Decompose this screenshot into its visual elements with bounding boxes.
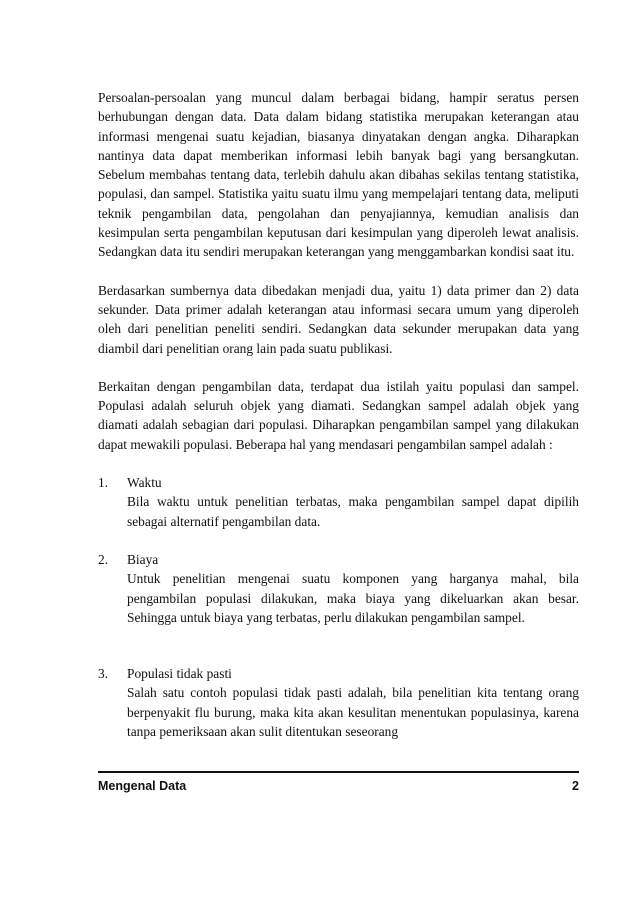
list-item-number: 1.: [98, 475, 109, 491]
page-content: [98, 88, 579, 760]
sampling-reasons-list: [98, 473, 579, 741]
paragraph-population-sample: Berkaitan dengan pengambilan data, terdapat dua istilah yaitu populasi dan sampel. Populasi adalah seluruh objek yang diamati. Sedangkan sampel adalah objek yang diamati adalah sebagian dari populasi. Diharapkan pengambilan sampel yang dilakukan dapat mewakili populasi. Beberapa hal yang mendasari pengambilan sampel adalah :: [98, 378, 579, 452]
paragraph-intro: Persoalan-persoalan yang muncul dalam berbagai bidang, hampir seratus persen berhubungan dengan data. Data dalam bidang statistika merupakan keterangan atau informasi mengenai suatu kejadian, biasanya dinyatakan dengan angka. Diharapkan nantinya data dapat memberikan informasi lebih banyak bagi yang bersangkutan. Sebelum membahas tentang data, terlebih dahulu akan dibahas sekilas tentang statistika, populasi, dan sampel. Statistika yaitu suatu ilmu yang mempelajari tentang data, meliputi teknik pengambilan data, pengolahan dan penyajiannya, kemudian analisis dan kesimpulan serta pengambilan keputusan dari kesimpulan yang diperoleh lewat analisis. Sedangkan data itu sendiri merupakan keterangan yang menggambarkan kondisi saat itu.: [98, 90, 579, 260]
list-item-number: 3.: [98, 666, 109, 682]
list-item-number: 2.: [98, 551, 109, 567]
list-item: [98, 664, 579, 741]
page-footer: [98, 771, 579, 793]
list-item-body: Bila waktu untuk penelitian terbatas, maka pengambilan sampel dapat dipilih sebagai alternatif pengambilan data.: [127, 494, 579, 529]
list-item: [98, 550, 579, 627]
list-item-title: Populasi tidak pasti: [127, 666, 232, 682]
page-number: 2: [572, 779, 579, 793]
list-item-body: Salah satu contoh populasi tidak pasti adalah, bila penelitian kita tentang orang berpenyakit flu burung, maka kita akan kesulitan menentukan populasinya, karena tanpa pemeriksaan akan sulit ditentukan seseorang: [127, 685, 579, 740]
list-item-body: Untuk penelitian mengenai suatu komponen yang harganya mahal, bila pengambilan populasi dilakukan, maka biaya yang dikeluarkan akan besar. Sehingga untuk biaya yang terbatas, perlu dilakukan pengambilan sampel.: [127, 571, 579, 625]
paragraph-data-sources: Berdasarkan sumbernya data dibedakan menjadi dua, yaitu 1) data primer dan 2) data sekunder. Data primer adalah keterangan atau informasi secara umum yang diperoleh oleh dari penelitian peneliti sendiri. Sedangkan data sekunder merupakan data yang diambil dari penelitian orang lain pada suatu publikasi.: [98, 282, 579, 356]
list-item: [98, 473, 579, 531]
list-item-title: Biaya: [127, 551, 159, 567]
footer-title: Mengenal Data: [98, 779, 187, 793]
list-item-title: Waktu: [127, 475, 162, 491]
